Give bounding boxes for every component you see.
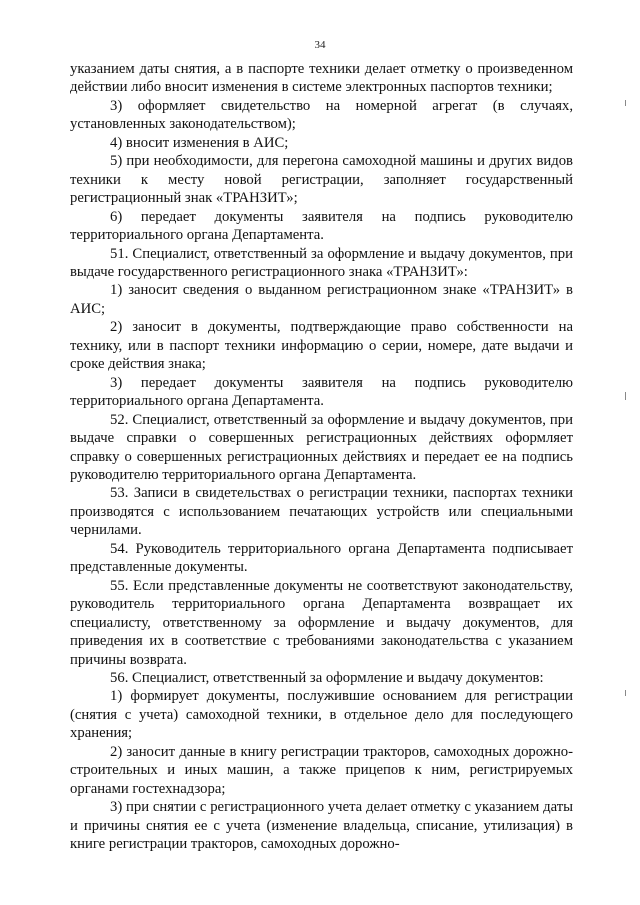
scan-mark [625, 392, 626, 400]
paragraph: 52. Специалист, ответственный за оформление и выдачу документов, при выдаче справки о совершенных регистрационных действиях оформляет справку о совершенных регистрационных действиях и передает ее на подпись руководителю территориального органа Департамента. [70, 411, 573, 483]
paragraph: 3) при снятии с регистрационного учета делает отметку с указанием даты и причины снятия ее с учета (изменение владельца, списание, утилизация) в книге регистрации тракторов, самоходных дорожно- [70, 799, 573, 853]
paragraph: 56. Специалист, ответственный за оформление и выдачу документов: [110, 669, 544, 686]
paragraph: 55. Если представленные документы не соответствуют законодательству, руководитель территориального органа Департамента возвращает их специалисту, ответственному за оформление и выдачу документов, для приведения их в соответствие с требованиями законодательства с указанием причины возврата. [70, 577, 573, 668]
paragraph: 2) заносит в документы, подтверждающие право собственности на технику, или в паспорт техники информацию о серии, номере, дате выдачи и сроке действия знака; [70, 319, 573, 373]
paragraph: 51. Специалист, ответственный за оформление и выдачу документов, при выдаче государственного регистрационного знака «ТРАНЗИТ»: [70, 245, 573, 280]
paragraph: 6) передает документы заявителя на подпись руководителю территориального органа Департамента. [70, 208, 573, 244]
paragraph: 3) оформляет свидетельство на номерной агрегат (в случаях, установленных законодательством); [70, 97, 573, 133]
paragraph: 5) при необходимости, для перегона самоходной машины и других видов техники к месту новой регистрации, заполняет государственный регистрационный знак «ТРАНЗИТ»; [70, 153, 573, 207]
paragraph: 54. Руководитель территориального органа Департамента подписывает представленные документы. [70, 540, 573, 576]
page-number: 34 [314, 39, 326, 51]
document-body [70, 60, 573, 853]
paragraph: 3) передает документы заявителя на подпись руководителю территориального органа Департамента. [70, 374, 573, 410]
paragraph: 1) формирует документы, послужившие основанием для регистрации (снятия с учета) самоходной техники, в отдельное дело для последующего хранения; [70, 688, 573, 742]
scan-mark [625, 690, 626, 696]
paragraph: 2) заносит данные в книгу регистрации тракторов, самоходных дорожно-строительных и иных машин, а также прицепов к ним, регистрируемых органами гостехнадзора; [70, 743, 573, 797]
scan-mark [625, 100, 626, 106]
paragraph: 1) заносит сведения о выданном регистрационном знаке «ТРАНЗИТ» в АИС; [70, 282, 573, 317]
paragraph: 53. Записи в свидетельствах о регистрации техники, паспортах техники производятся с использованием печатающих устройств или специальными чернилами. [70, 485, 573, 539]
paragraph: указанием даты снятия, а в паспорте техники делает отметку о произведенном действии либо вносит изменения в системе электронных паспортов техники; [70, 61, 573, 96]
paragraph: 4) вносит изменения в АИС; [110, 134, 289, 151]
